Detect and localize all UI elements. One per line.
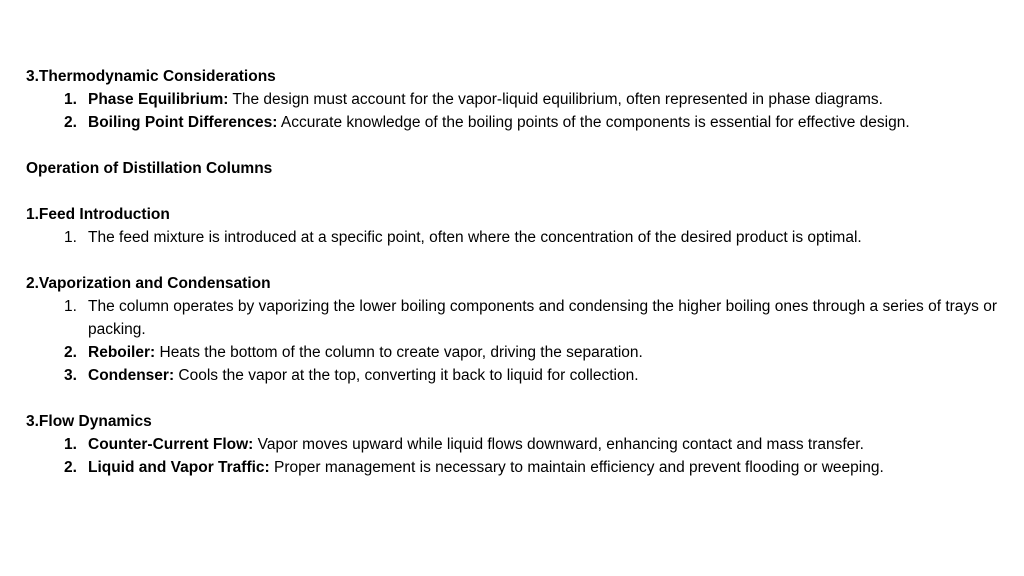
list-item	[26, 111, 1011, 134]
section-flow-dynamics	[26, 410, 1011, 479]
section-heading: Operation of Distillation Columns	[26, 160, 273, 177]
list-item	[26, 226, 1011, 249]
item-number: 2.	[64, 114, 77, 131]
section-heading: 3.Flow Dynamics	[26, 413, 152, 430]
item-text: The feed mixture is introduced at a specific point, often where the concentration of the desired product is optimal.	[88, 229, 862, 246]
item-text: The design must account for the vapor-liquid equilibrium, often represented in phase diagrams.	[228, 91, 883, 108]
slide-content	[26, 65, 1011, 479]
section-feed-introduction	[26, 203, 1011, 249]
section-operation-of-distillation-columns	[26, 157, 1011, 180]
list-item	[26, 433, 1011, 456]
item-term: Reboiler:	[88, 344, 156, 361]
spacer	[26, 180, 1011, 203]
list-item	[26, 456, 1011, 479]
spacer	[26, 249, 1011, 272]
item-number: 1.	[64, 91, 77, 108]
item-list	[26, 433, 1011, 479]
item-term: Condenser:	[88, 367, 175, 384]
item-number: 3.	[64, 367, 77, 384]
item-number: 1.	[64, 298, 77, 315]
item-text: Heats the bottom of the column to create vapor, driving the separation.	[155, 344, 643, 361]
section-thermodynamic-considerations	[26, 65, 1011, 134]
item-text: Cools the vapor at the top, converting it back to liquid for collection.	[174, 367, 639, 384]
item-number: 2.	[64, 344, 77, 361]
section-vaporization-and-condensation	[26, 272, 1011, 387]
list-item	[26, 341, 1011, 364]
item-number: 1.	[64, 229, 77, 246]
item-term: Phase Equilibrium:	[88, 91, 229, 108]
item-list	[26, 295, 1011, 387]
spacer	[26, 134, 1011, 157]
item-text: The column operates by vaporizing the lower boiling components and condensing the higher boiling ones through a series of trays or packing.	[88, 298, 998, 338]
item-number: 1.	[64, 436, 77, 453]
item-number: 2.	[64, 459, 77, 476]
section-heading: 1.Feed Introduction	[26, 206, 170, 223]
item-term: Boiling Point Differences:	[88, 114, 278, 131]
item-list	[26, 226, 1011, 249]
list-item	[26, 295, 1011, 341]
item-text: Accurate knowledge of the boiling points of the components is essential for effective design.	[277, 114, 910, 131]
section-heading: 3.Thermodynamic Considerations	[26, 68, 276, 85]
item-list	[26, 88, 1011, 134]
list-item	[26, 88, 1011, 111]
list-item	[26, 364, 1011, 387]
spacer	[26, 387, 1011, 410]
item-term: Liquid and Vapor Traffic:	[88, 459, 270, 476]
item-text: Vapor moves upward while liquid flows downward, enhancing contact and mass transfer.	[253, 436, 864, 453]
item-text: Proper management is necessary to maintain efficiency and prevent flooding or weeping.	[269, 459, 884, 476]
item-term: Counter-Current Flow:	[88, 436, 254, 453]
section-heading: 2.Vaporization and Condensation	[26, 275, 271, 292]
